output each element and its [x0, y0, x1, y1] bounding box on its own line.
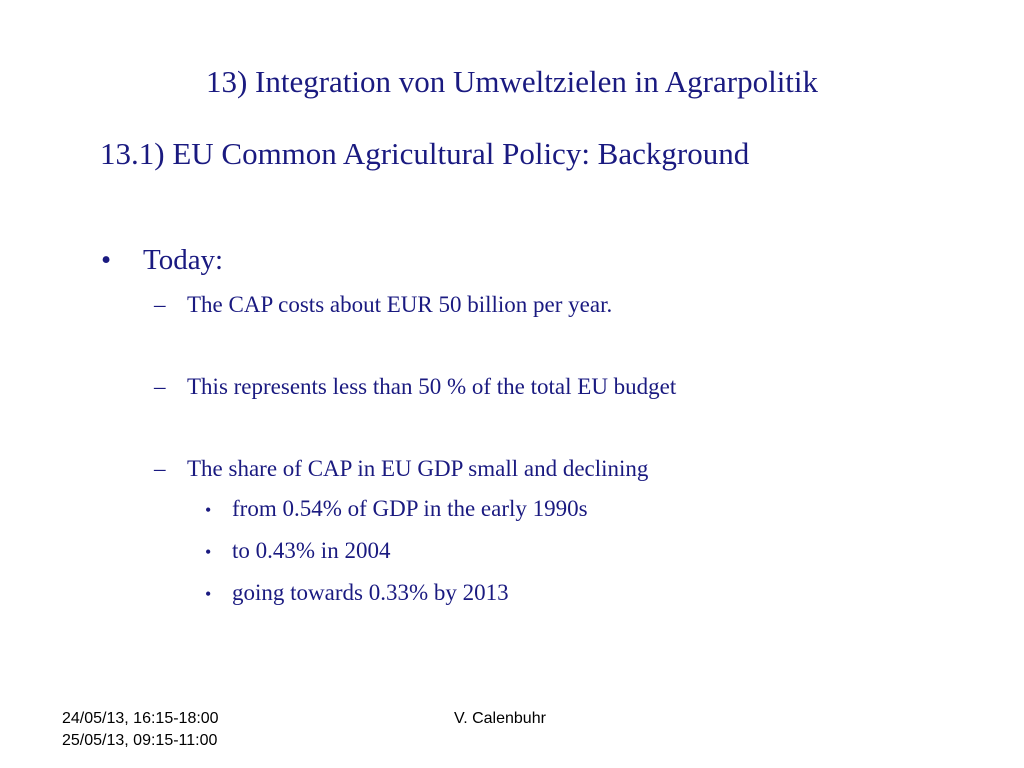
- subpoint-text: to 0.43% in 2004: [232, 538, 391, 563]
- subpoint-2004: [205, 536, 390, 567]
- dot-icon: •: [205, 584, 212, 604]
- dash-icon: –: [154, 292, 166, 317]
- bullet-icon: •: [101, 244, 112, 276]
- slide-title: 13) Integration von Umweltzielen in Agrarpolitik: [205, 64, 819, 99]
- point-cap-costs: [154, 290, 612, 320]
- point-gdp-share: [154, 454, 648, 484]
- dash-icon: –: [154, 374, 166, 399]
- bullet-today-label: Today:: [143, 244, 224, 276]
- dash-icon: –: [154, 456, 166, 481]
- bullet-today: [101, 240, 223, 280]
- footer-date-line-1: 24/05/13, 16:15-18:00: [62, 710, 219, 727]
- dot-icon: •: [205, 542, 212, 562]
- slide-subtitle: 13.1) EU Common Agricultural Policy: Background: [100, 136, 750, 171]
- footer-date-line-2: 25/05/13, 09:15-11:00: [62, 732, 218, 749]
- footer-author: V. Calenbuhr: [454, 710, 546, 727]
- subpoint-1990s: [205, 494, 588, 525]
- footer-dates: [62, 708, 219, 752]
- subpoint-text: from 0.54% of GDP in the early 1990s: [232, 496, 588, 521]
- dot-icon: •: [205, 500, 212, 520]
- subpoint-2013: [205, 578, 509, 609]
- point-text: The share of CAP in EU GDP small and declining: [187, 456, 649, 481]
- point-text: This represents less than 50 % of the total EU budget: [187, 374, 677, 399]
- subpoint-text: going towards 0.33% by 2013: [232, 580, 509, 605]
- point-budget-share: [154, 372, 676, 402]
- point-text: The CAP costs about EUR 50 billion per year.: [187, 292, 613, 317]
